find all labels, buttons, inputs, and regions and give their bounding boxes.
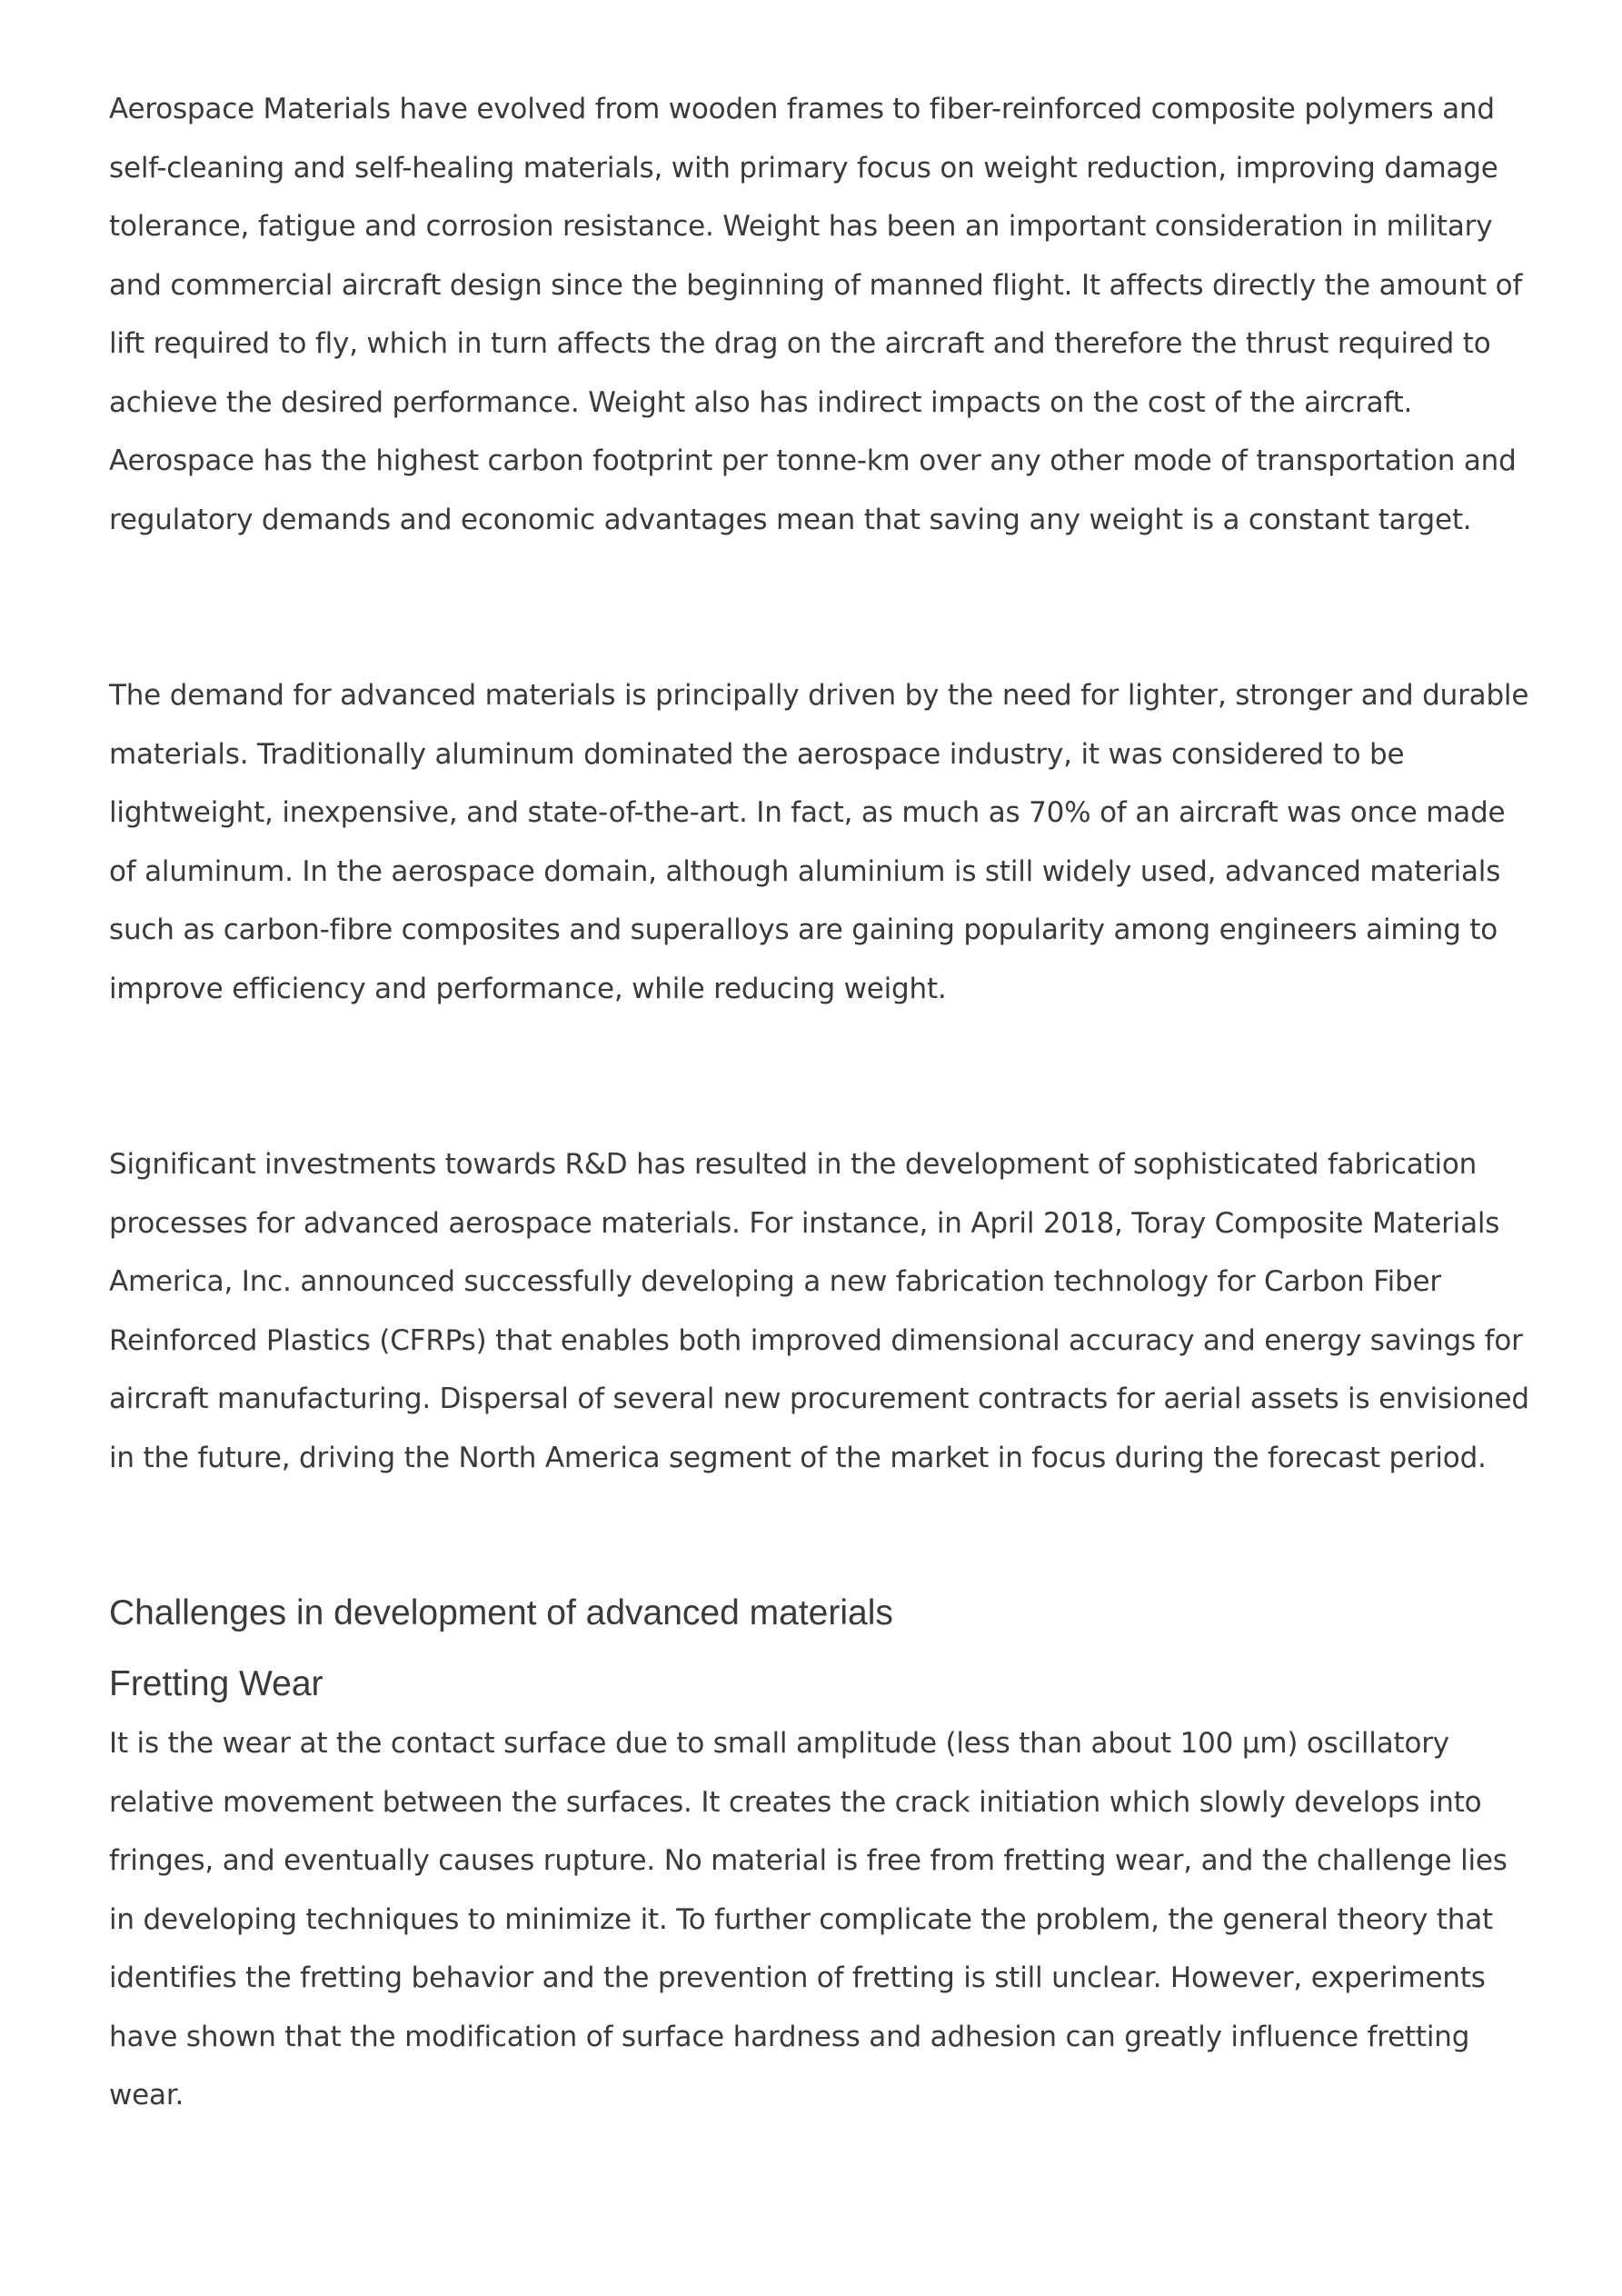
subsection-heading: Fretting Wear [109, 1664, 323, 1703]
section-heading: Challenges in development of advanced materials [109, 1593, 893, 1632]
document-page [109, 80, 1531, 2125]
paragraph-investments: Significant investments towards R&D has resulted in the development of sophisticated fabrication processes for advanced aerospace materials. For instance, in April 2018, Toray Composite Materials America, Inc. announced successfully developing a new fabrication technology for Carbon Fiber Reinforced Plastics (CFRPs) that enables both improved dimensional accuracy and energy savings for aircraft manufacturing. Dispersal of several new procurement contracts for aerial assets is envisioned in the future, driving the North America segment of the market in focus during the forecast period. [109, 1148, 1529, 1474]
paragraph-demand: The demand for advanced materials is principally driven by the need for lighter, stronger and durable materials. Traditionally aluminum dominated the aerospace industry, it was considered to be lightweight, inexpensive, and state-of-the-art. In fact, as much as 70% of an aircraft was once made of aluminum. In the aerospace domain, although aluminium is still widely used, advanced materials such as carbon-fibre composites and superalloys are gaining popularity among engineers aiming to improve efficiency and performance, while reducing weight. [109, 679, 1529, 1005]
paragraph-intro: Aerospace Materials have evolved from wooden frames to fiber-reinforced composite polymers and self-cleaning and self-healing materials, with primary focus on weight reduction, improving damage tolerance, fatigue and corrosion resistance. Weight has been an important consideration in military and commercial aircraft design since the beginning of manned flight. It affects directly the amount of lift required to fly, which in turn affects the drag on the aircraft and therefore the thrust required to achieve the desired performance. Weight also has indirect impacts on the cost of the aircraft. Aerospace has the highest carbon footprint per tonne-km over any other mode of transportation and regulatory demands and economic advantages mean that saving any weight is a constant target. [109, 93, 1523, 536]
paragraph-fretting-wear: It is the wear at the contact surface due to small amplitude (less than about 100 μm) oscillatory relative movement between the surfaces. It creates the crack initiation which slowly develops into fringes, and eventually causes rupture. No material is free from fretting wear, and the challenge lies in developing techniques to minimize it. To further complicate the problem, the general theory that identifies the fretting behavior and the prevention of fretting is still unclear. However, experiments have shown that the modification of surface hardness and adhesion can greatly influence fretting wear. [109, 1727, 1508, 2111]
